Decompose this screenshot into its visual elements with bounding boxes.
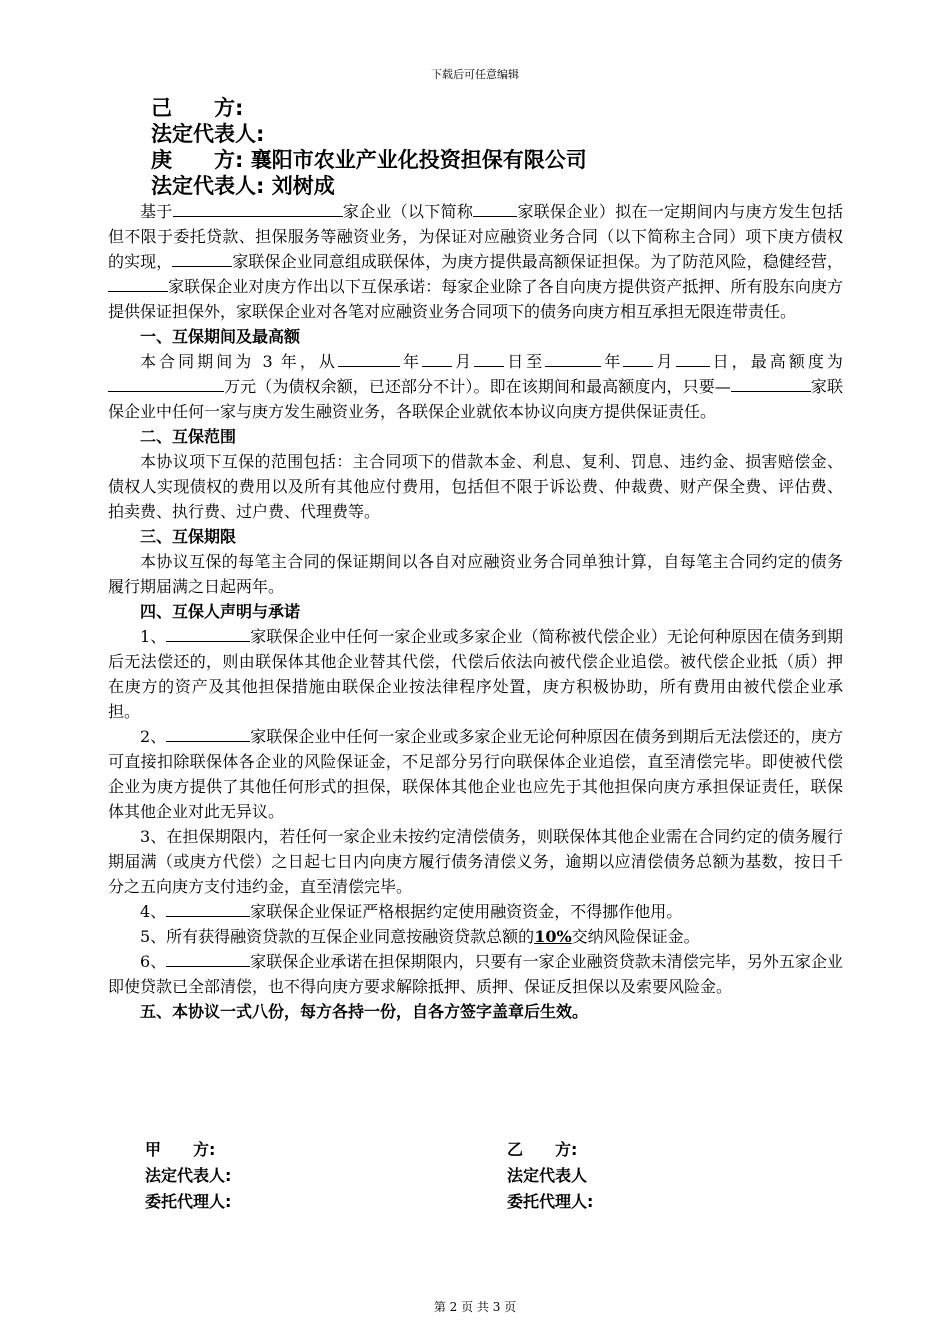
s4-text: 5、所有获得融资贷款的互保企业同意按融资贷款总额的 bbox=[140, 927, 535, 946]
percentage-value: 10% bbox=[534, 927, 572, 946]
blank-line bbox=[166, 724, 250, 742]
section-3-title: 三、互保期限 bbox=[140, 527, 237, 546]
intro-text: 家联保企业同意组成联保体，为庚方提供最高额保证担保。为了防范风险，稳健经营， bbox=[232, 252, 843, 271]
s1-text: 月 bbox=[452, 352, 475, 371]
blank-line bbox=[166, 949, 250, 967]
party-ji-representative: 法定代表人: bbox=[151, 122, 265, 146]
s4-text: 家联保企业中任何一家企业或多家企业（简称被代偿企业）无论何种原因在债务到期后无法偿还的，则由联保体其他企业替其代偿，代偿后依法向被代偿企业追偿。被代偿企业抵（质）押在庚方的资产及其他担保措施由联保企业按法律程序处置，庚方积极协助，所有费用由被代偿企业承担。 bbox=[108, 627, 843, 721]
signature-party-a-label: 甲 方: bbox=[145, 1140, 216, 1159]
blank-line bbox=[473, 199, 517, 217]
s4-text: 家联保企业保证严格根据约定使用融资资金，不得挪作他用。 bbox=[250, 902, 683, 921]
s1-text: 万元（为债权余额，已还部分不计）。即在该期间和最高额度内，只要— bbox=[224, 377, 731, 396]
blank-line bbox=[545, 349, 601, 367]
s4-text: 家联保企业中任何一家企业或多家企业无论何种原因在债务到期后无法偿还的，庚方可直接扣除联保体各企业的风险保证金，不足部分另行向联保体企业追偿，直至清偿完毕。即使被代偿企业为庚方提供了其他任何形式的担保，联保体其他企业也应先于其他担保向庚方承担保证责任，联保体其他企业对此无异议。 bbox=[108, 727, 843, 821]
blank-line bbox=[731, 374, 811, 392]
section-2-paragraph: 本协议项下互保的范围包括：主合同项下的借款本金、利息、复利、罚息、违约金、损害赔偿金、债权人实现债权的费用以及所有其他应付费用，包括但不限于诉讼费、仲裁费、财产保全费、评估费、拍卖费、执行费、过户费、代理费等。 bbox=[108, 452, 843, 521]
s4-text: 1、 bbox=[140, 627, 167, 646]
party-geng-representative: 法定代表人: 刘树成 bbox=[151, 174, 335, 198]
signature-party-a-agent: 委托代理人: bbox=[145, 1192, 232, 1211]
intro-text: 基于 bbox=[140, 202, 173, 221]
s1-text: 日至 bbox=[504, 352, 546, 371]
section-4-item-2 bbox=[108, 724, 843, 824]
signature-block-right bbox=[507, 1137, 593, 1215]
blank-line bbox=[172, 249, 232, 267]
blank-line bbox=[166, 624, 250, 642]
s4-text: 6、 bbox=[140, 952, 167, 971]
s4-text: 4、 bbox=[140, 902, 167, 921]
blank-line bbox=[422, 349, 452, 367]
s1-text: 本合同期间为 3 年，从 bbox=[140, 352, 338, 371]
signature-party-a-rep: 法定代表人: bbox=[145, 1166, 232, 1185]
intro-text: 家联保企业）拟在一定期间内与庚方发生包括但不限于委托贷款、担保服务等融资业务，为保证对应融资业务合同（以下简称主合同）项下庚方债权的实现， bbox=[108, 202, 843, 271]
header-note: 下载后可任意编辑 bbox=[431, 68, 519, 81]
s1-text: 月 bbox=[653, 352, 676, 371]
section-1-paragraph bbox=[108, 349, 843, 424]
blank-line bbox=[173, 199, 343, 217]
section-4-item-3: 3、在担保期限内，若任何一家企业未按约定清偿债务，则联保体其他企业需在合同约定的债务履行期届满（或庚方代偿）之日起七日内向庚方履行债务清偿义务，逾期以应清偿债务总额为基数，按日千分之五向庚方支付违约金，直至清偿完毕。 bbox=[108, 827, 843, 896]
s4-text: 交纳风险保证金。 bbox=[571, 927, 700, 946]
intro-text: 家企业（以下简称 bbox=[342, 202, 474, 221]
party-geng-label: 庚 方: 襄阳市农业产业化投资担保有限公司 bbox=[151, 148, 587, 172]
section-2-title: 二、互保范围 bbox=[140, 427, 237, 446]
section-4-item-4 bbox=[108, 899, 843, 924]
section-4-title: 四、互保人声明与承诺 bbox=[140, 602, 301, 621]
s1-text: 日，最高额度为 bbox=[709, 352, 843, 371]
signature-party-b-agent: 委托代理人: bbox=[507, 1192, 594, 1211]
section-5-title: 五、本协议一式八份，每方各持一份，自各方签字盖章后生效。 bbox=[140, 1002, 589, 1021]
s1-text: 年 bbox=[399, 352, 423, 371]
blank-line bbox=[623, 349, 653, 367]
contract-body bbox=[108, 95, 843, 1024]
s4-text: 家联保企业承诺在担保期限内，只要有一家企业融资贷款未清偿完毕，另外五家企业即使贷款已全部清偿，也不得向庚方要求解除抵押、质押、保证反担保以及索要风险金。 bbox=[108, 952, 843, 996]
page-number-footer: 第 2 页 共 3 页 bbox=[433, 1300, 517, 1314]
blank-line bbox=[108, 274, 168, 292]
s1-text: 年 bbox=[601, 352, 624, 371]
section-4-item-6 bbox=[108, 949, 843, 999]
blank-line bbox=[676, 349, 710, 367]
section-4-item-1 bbox=[108, 624, 843, 724]
blank-line bbox=[474, 349, 504, 367]
signature-party-b-rep: 法定代表人 bbox=[507, 1166, 588, 1185]
intro-text: 家联保企业对庚方作出以下互保承诺：每家企业除了各自向庚方提供资产抵押、所有股东向庚方提供保证担保外，家联保企业对各笔对应融资业务合同项下的债务向庚方相互承担无限连带责任。 bbox=[108, 277, 843, 321]
blank-line bbox=[338, 349, 400, 367]
s1-text: 家联保企业中任何一家与庚方发生融资业务，各联保企业就依本协议向庚方提供保证责任。 bbox=[108, 377, 843, 421]
blank-line bbox=[108, 374, 224, 392]
signature-block-left bbox=[145, 1137, 231, 1215]
intro-paragraph bbox=[108, 199, 843, 324]
s4-text: 2、 bbox=[140, 727, 167, 746]
signature-party-b-label: 乙 方: bbox=[507, 1140, 578, 1159]
blank-line bbox=[166, 899, 250, 917]
party-ji-label: 己 方: bbox=[151, 96, 244, 120]
section-1-title: 一、互保期间及最高额 bbox=[140, 327, 301, 346]
section-4-item-5 bbox=[108, 924, 843, 949]
section-3-paragraph: 本协议互保的每笔主合同的保证期间以各自对应融资业务合同单独计算，自每笔主合同约定的债务履行期届满之日起两年。 bbox=[108, 552, 843, 596]
